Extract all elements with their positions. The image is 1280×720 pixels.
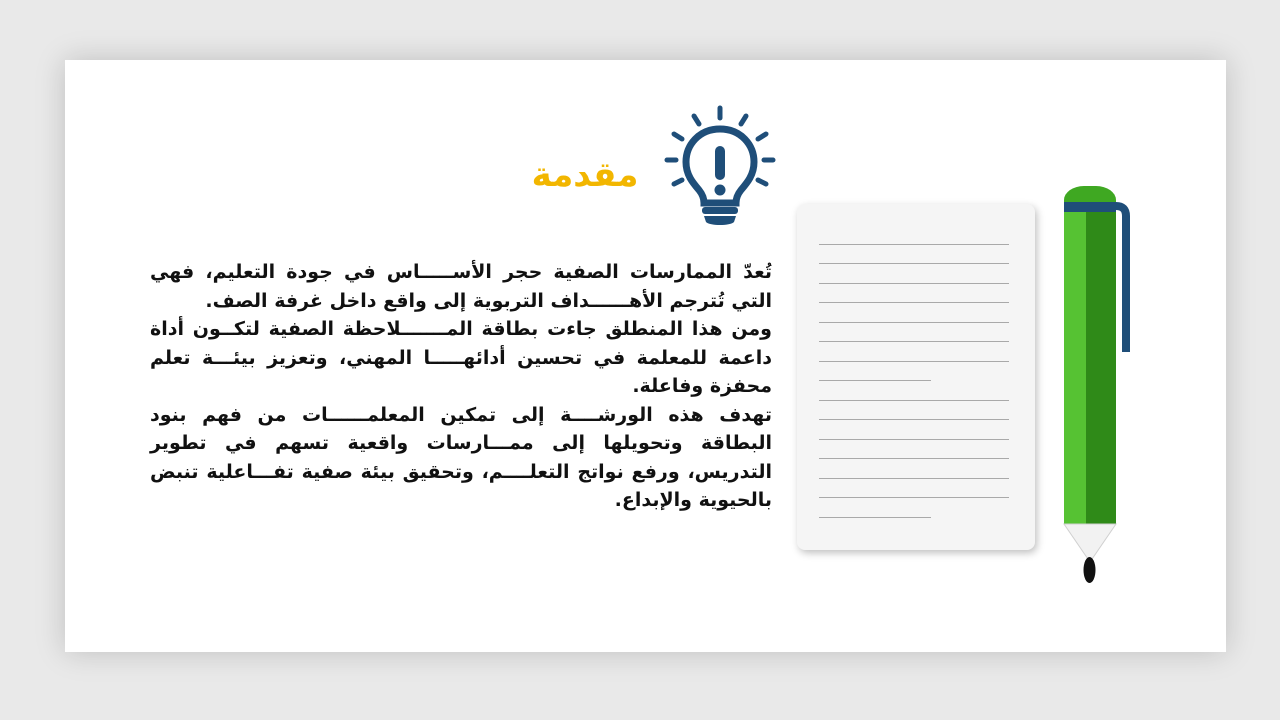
slide-title: مقدمة (531, 155, 639, 195)
intro-paragraph-2: ومن هذا المنطلق جاءت بطاقة المـــــــلاحظة الصفية لتكــون أداة داعمة للمعلمة في تحسين أدائهـــــا المهني، وتعزيز بيئـــة تعلم محفزة وفاعلة. (150, 318, 772, 397)
intro-paragraph-1: تُعدّ الممارسات الصفية حجر الأســـــاس في جودة التعليم، فهي التي تُترجم الأهــــــداف التربوية إلى واقع داخل غرفة الصف. (150, 261, 772, 312)
notepad-illustration (797, 204, 1035, 550)
pencil-illustration (1060, 184, 1132, 586)
lightbulb-icon (664, 104, 776, 228)
intro-paragraph-3: تهدف هذه الورشــــة إلى تمكين المعلمــــــات من فهم بنود البطاقة وتحويلها إلى ممـــارسات واقعية تسهم في تطوير التدريس، ورفع نواتج التعلــــم، وتحقيق بيئة صفية تفـــاعلية تنبض بالحيوية والإبداع. (150, 403, 772, 511)
intro-text (150, 258, 772, 515)
